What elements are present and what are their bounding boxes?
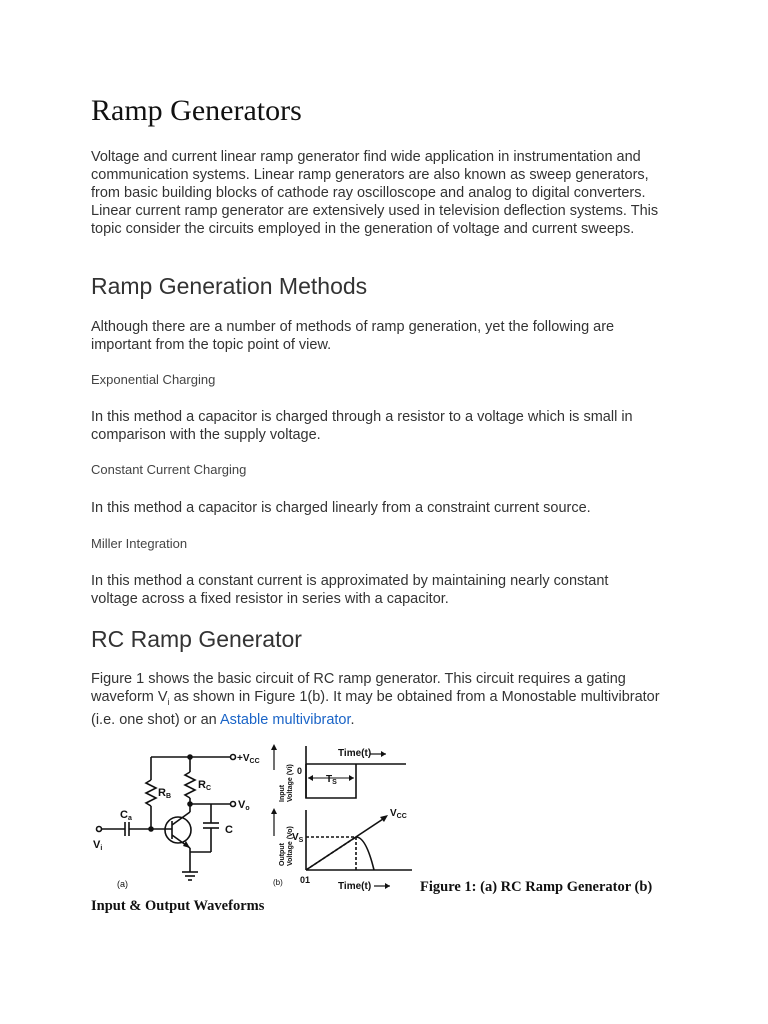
ts-label: $T_S$ — [326, 774, 337, 786]
figure-caption-line2: Input & Output Waveforms — [91, 898, 265, 914]
output-axis-label — [279, 826, 294, 866]
svg-text:Output: Output — [279, 843, 286, 866]
rc-label: RC — [198, 779, 212, 792]
input-axis-label — [279, 764, 294, 802]
time-label-bottom: Time(t) — [338, 881, 372, 892]
origin-label: 01 — [300, 875, 311, 885]
time-label-top: Time(t) — [338, 748, 372, 759]
rc-text-middle: as shown in Figure 1(b). It may be obtained from a Monostable multivibrator (i.e. one shot) or an — [91, 689, 660, 728]
method-text-constant-current: In this method a capacitor is charged linearly from a constraint current source. — [91, 500, 591, 516]
astable-multivibrator-link[interactable]: Astable multivibrator — [219, 711, 351, 728]
intro-paragraph: Voltage and current linear ramp generator find wide application in instrumentation and communication systems. Linear ramp generators are also known as sweep generators, from basic building blocks of cathode ray oscilloscope and analog to digital converters. Linear current ramp generator are extensively used in television deflection systems. This topic consider the circuits employed in the generation of voltage and current sweeps. — [91, 149, 659, 237]
vo-label: Vo — [238, 799, 250, 812]
waveform-diagram — [262, 742, 422, 892]
panel-label-b: (b) — [273, 878, 283, 887]
section-heading-rc: RC Ramp Generator — [91, 626, 302, 652]
section-heading-methods: Ramp Generation Methods — [91, 273, 368, 299]
method-name-constant-current: Constant Current Charging — [91, 462, 247, 477]
vi-label: Vi — [93, 839, 103, 852]
rc-vi-sub: i — [167, 696, 170, 707]
svg-text:Voltage (Vo): Voltage (Vo) — [287, 826, 294, 866]
rb-label: RB — [158, 787, 172, 800]
method-text-miller: In this method a constant current is approximated by maintaining nearly constant voltage across a fixed resistor in series with a capacitor. — [91, 573, 609, 607]
zero-label: 0 — [297, 766, 303, 776]
svg-text:Input: Input — [279, 784, 286, 802]
rc-text-end: . — [350, 711, 355, 728]
circuit-diagram — [91, 742, 261, 892]
vcc-output-label: $V_{CC}$ — [390, 808, 407, 820]
figure-caption-line1: Figure 1: (a) RC Ramp Generator (b) — [420, 879, 653, 895]
rc-text-start: Figure 1 shows the basic circuit of RC ramp generator. This circuit requires a gating waveform V — [91, 671, 626, 705]
method-name-miller: Miller Integration — [91, 536, 188, 551]
methods-lead: Although there are a number of methods of ramp generation, yet the following are important from the topic point of view. — [91, 319, 615, 353]
panel-label-a: (a) — [117, 879, 128, 889]
c-label: C — [225, 824, 233, 836]
rc-paragraph — [91, 670, 671, 729]
vcc-label: $+V_{CC}$ — [237, 753, 260, 765]
ca-label: Ca — [120, 809, 132, 822]
page-title: Ramp Generators — [91, 94, 302, 127]
method-text-exponential: In this method a capacitor is charged through a resistor to a voltage which is small in comparison with the supply voltage. — [91, 409, 633, 443]
vs-label: $V_S$ — [292, 832, 304, 844]
method-name-exponential: Exponential Charging — [91, 372, 216, 387]
svg-text:Voltage (Vi): Voltage (Vi) — [287, 764, 294, 802]
